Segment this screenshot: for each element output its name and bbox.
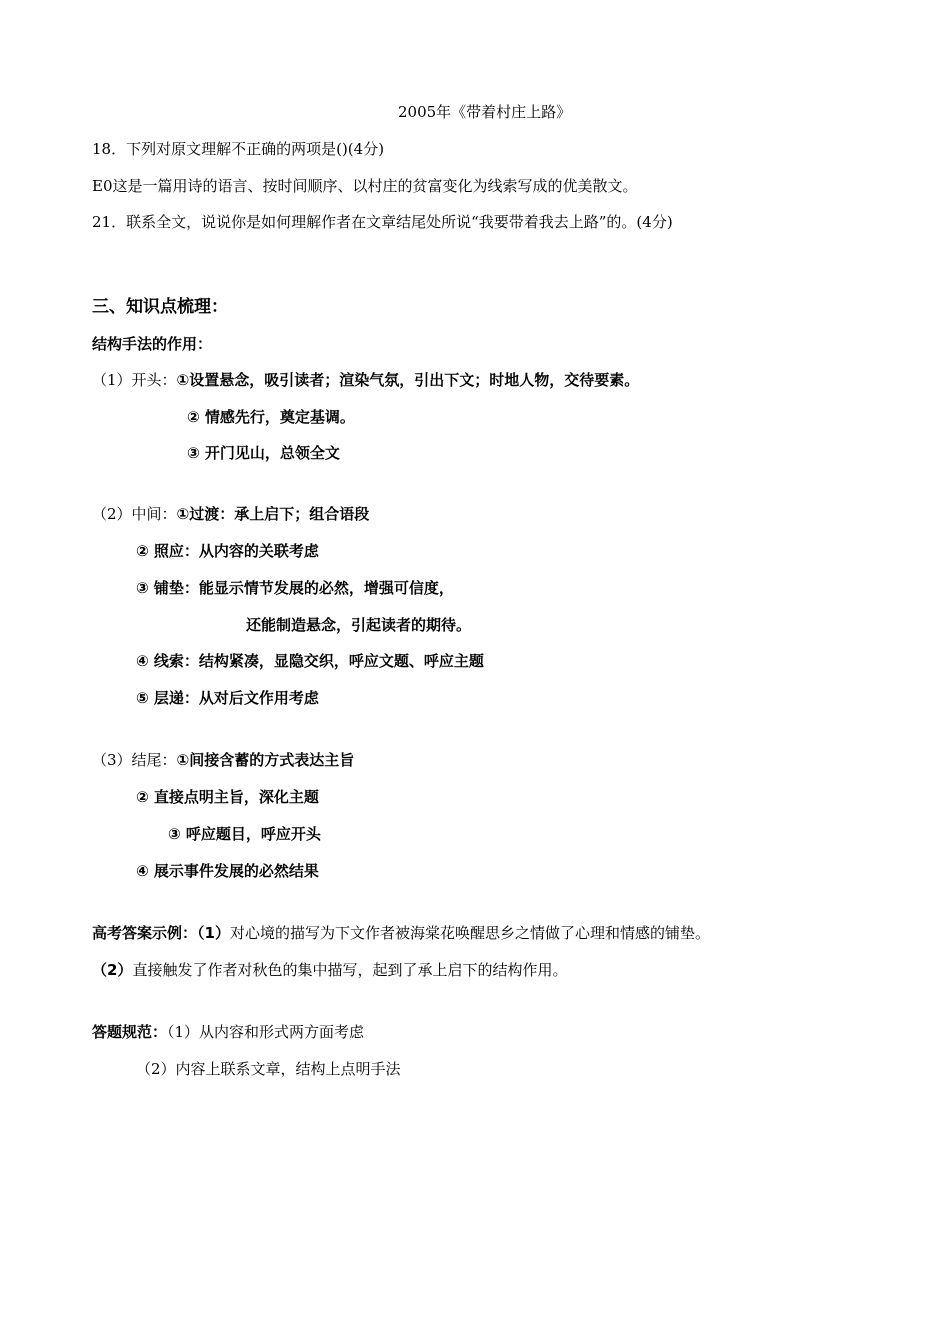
answer-num: （1） — [197, 924, 230, 942]
ending-label: （3）结尾： — [92, 751, 177, 769]
question-21: 21．联系全文，说说你是如何理解作者在文章结尾处所说“我要带着我去上路”的。(4分) — [92, 213, 673, 231]
opening-line-1 — [92, 370, 639, 390]
answer-rule: （2）内容上联系文章，结构上点明手法 — [136, 1060, 401, 1078]
ending-item: ①间接含蓄的方式表达主旨 — [176, 751, 355, 769]
question-18: 18．下列对原文理解不正确的两项是()(4分) — [92, 140, 385, 158]
answer-rules-label: 答题规范： — [92, 1023, 168, 1041]
middle-item: ② 照应：从内容的关联考虑 — [136, 542, 319, 560]
middle-item: ①过渡：承上启下；组合语段 — [176, 505, 370, 523]
middle-item: ④ 线索：结构紧凑，显隐交织，呼应文题、呼应主题 — [136, 652, 484, 670]
opening-item: ② 情感先行，奠定基调。 — [187, 408, 355, 426]
opening-item: ①设置悬念，吸引读者；渲染气氛，引出下文；时地人物，交待要素。 — [176, 371, 640, 389]
middle-label: （2）中间： — [92, 505, 177, 523]
ending-line-1 — [92, 750, 354, 770]
answer-rules-line-1 — [92, 1022, 364, 1042]
answer-text: 直接触发了作者对秋色的集中描写，起到了承上启下的结构作用。 — [132, 961, 568, 979]
answer-rule: （1）从内容和形式两方面考虑 — [167, 1023, 365, 1041]
answer-example-label: 高考答案示例： — [92, 924, 198, 942]
ending-item: ② 直接点明主旨，深化主题 — [136, 788, 319, 806]
answer-example-line-2 — [92, 960, 567, 980]
answer-text: 对心境的描写为下文作者被海棠花唤醒思乡之情做了心理和情感的铺垫。 — [229, 924, 710, 942]
middle-item: ⑤ 层递：从对后文作用考虑 — [136, 689, 319, 707]
section-heading: 三、知识点梳理： — [92, 297, 228, 317]
ending-item: ③ 呼应题目，呼应开头 — [168, 825, 321, 843]
middle-line-1 — [92, 504, 369, 524]
answer-num: （2） — [92, 961, 133, 979]
option-e: E0这是一篇用诗的语言、按时间顺序、以村庄的贫富变化为线索写成的优美散文。 — [92, 177, 638, 195]
subheading: 结构手法的作用： — [92, 335, 213, 353]
middle-item: ③ 铺垫：能显示情节发展的必然，增强可信度， — [136, 579, 454, 597]
ending-item: ④ 展示事件发展的必然结果 — [136, 862, 319, 880]
answer-example-line-1 — [92, 923, 710, 943]
article-title: 2005年《带着村庄上路》 — [398, 103, 572, 121]
opening-item: ③ 开门见山，总领全文 — [187, 444, 340, 462]
middle-item: 还能制造悬念，引起读者的期待。 — [246, 616, 472, 634]
opening-label: （1）开头： — [92, 371, 177, 389]
